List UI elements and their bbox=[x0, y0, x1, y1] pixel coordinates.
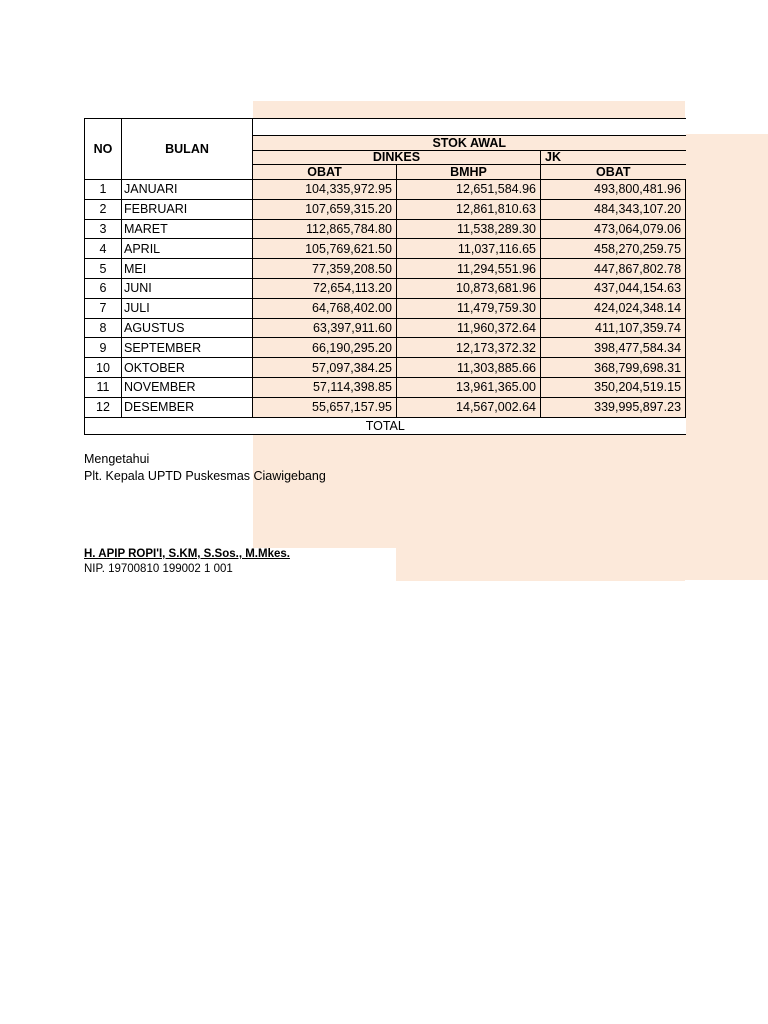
table-row bbox=[85, 318, 686, 338]
table-row bbox=[85, 219, 686, 239]
row-dinkes-obat: 64,768,402.00 bbox=[253, 298, 397, 318]
row-dinkes-obat: 104,335,972.95 bbox=[253, 180, 397, 200]
row-jk-obat: 350,204,519.15 bbox=[541, 377, 686, 397]
position-label: Plt. Kepala UPTD Puskesmas Ciawigebang bbox=[84, 469, 326, 483]
row-bulan: APRIL bbox=[122, 239, 253, 259]
row-dinkes-bmhp: 12,861,810.63 bbox=[397, 199, 541, 219]
row-dinkes-bmhp: 11,303,885.66 bbox=[397, 358, 541, 378]
row-bulan: JANUARI bbox=[122, 180, 253, 200]
header-dinkes: DINKES bbox=[253, 151, 541, 165]
row-dinkes-bmhp: 11,538,289.30 bbox=[397, 219, 541, 239]
row-no: 11 bbox=[85, 377, 122, 397]
row-dinkes-obat: 105,769,621.50 bbox=[253, 239, 397, 259]
row-dinkes-obat: 55,657,157.95 bbox=[253, 397, 397, 417]
row-dinkes-bmhp: 11,037,116.65 bbox=[397, 239, 541, 259]
table-row bbox=[85, 338, 686, 358]
row-dinkes-bmhp: 11,960,372.64 bbox=[397, 318, 541, 338]
row-jk-obat: 368,799,698.31 bbox=[541, 358, 686, 378]
row-bulan: MARET bbox=[122, 219, 253, 239]
header-no: NO bbox=[85, 119, 122, 180]
row-dinkes-obat: 107,659,315.20 bbox=[253, 199, 397, 219]
row-bulan: NOVEMBER bbox=[122, 377, 253, 397]
row-no: 12 bbox=[85, 397, 122, 417]
row-no: 4 bbox=[85, 239, 122, 259]
table-row bbox=[85, 259, 686, 279]
row-no: 1 bbox=[85, 180, 122, 200]
row-dinkes-obat: 57,114,398.85 bbox=[253, 377, 397, 397]
row-bulan: JULI bbox=[122, 298, 253, 318]
signatory-nip: NIP. 19700810 199002 1 001 bbox=[84, 563, 233, 575]
row-dinkes-bmhp: 12,651,584.96 bbox=[397, 180, 541, 200]
row-no: 10 bbox=[85, 358, 122, 378]
header-blank-cell bbox=[253, 119, 686, 136]
header-jk: JK bbox=[541, 151, 686, 165]
stock-table bbox=[84, 118, 686, 435]
row-dinkes-bmhp: 14,567,002.64 bbox=[397, 397, 541, 417]
row-dinkes-bmhp: 11,294,551.96 bbox=[397, 259, 541, 279]
row-dinkes-obat: 57,097,384.25 bbox=[253, 358, 397, 378]
row-no: 5 bbox=[85, 259, 122, 279]
row-dinkes-obat: 77,359,208.50 bbox=[253, 259, 397, 279]
row-jk-obat: 398,477,584.34 bbox=[541, 338, 686, 358]
row-bulan: JUNI bbox=[122, 278, 253, 298]
row-jk-obat: 339,995,897.23 bbox=[541, 397, 686, 417]
row-bulan: MEI bbox=[122, 259, 253, 279]
row-jk-obat: 437,044,154.63 bbox=[541, 278, 686, 298]
table-body bbox=[85, 180, 686, 418]
table-row bbox=[85, 397, 686, 417]
row-dinkes-obat: 72,654,113.20 bbox=[253, 278, 397, 298]
row-dinkes-obat: 66,190,295.20 bbox=[253, 338, 397, 358]
row-dinkes-bmhp: 10,873,681.96 bbox=[397, 278, 541, 298]
row-jk-obat: 493,800,481.96 bbox=[541, 180, 686, 200]
row-no: 2 bbox=[85, 199, 122, 219]
header-bulan: BULAN bbox=[122, 119, 253, 180]
row-bulan: DESEMBER bbox=[122, 397, 253, 417]
row-dinkes-obat: 63,397,911.60 bbox=[253, 318, 397, 338]
header-row-blank bbox=[85, 119, 686, 136]
row-jk-obat: 447,867,802.78 bbox=[541, 259, 686, 279]
header-obat-jk: OBAT bbox=[541, 165, 686, 180]
row-bulan: FEBRUARI bbox=[122, 199, 253, 219]
row-jk-obat: 411,107,359.74 bbox=[541, 318, 686, 338]
total-label: TOTAL bbox=[85, 417, 686, 434]
row-jk-obat: 484,343,107.20 bbox=[541, 199, 686, 219]
row-no: 6 bbox=[85, 278, 122, 298]
row-dinkes-bmhp: 13,961,365.00 bbox=[397, 377, 541, 397]
row-no: 3 bbox=[85, 219, 122, 239]
header-obat: OBAT bbox=[253, 165, 397, 180]
header-bmhp: BMHP bbox=[397, 165, 541, 180]
table-row bbox=[85, 377, 686, 397]
row-no: 7 bbox=[85, 298, 122, 318]
row-dinkes-bmhp: 11,479,759.30 bbox=[397, 298, 541, 318]
shaded-background-right bbox=[685, 134, 768, 580]
signatory-name: H. APIP ROPI'I, S.KM, S.Sos., M.Mkes. bbox=[84, 548, 290, 560]
row-jk-obat: 424,024,348.14 bbox=[541, 298, 686, 318]
total-row bbox=[85, 417, 686, 434]
table-row bbox=[85, 358, 686, 378]
table-row bbox=[85, 298, 686, 318]
table-row bbox=[85, 199, 686, 219]
row-dinkes-obat: 112,865,784.80 bbox=[253, 219, 397, 239]
row-dinkes-bmhp: 12,173,372.32 bbox=[397, 338, 541, 358]
row-bulan: OKTOBER bbox=[122, 358, 253, 378]
row-bulan: SEPTEMBER bbox=[122, 338, 253, 358]
row-bulan: AGUSTUS bbox=[122, 318, 253, 338]
row-no: 9 bbox=[85, 338, 122, 358]
table-row bbox=[85, 239, 686, 259]
table-row bbox=[85, 180, 686, 200]
row-jk-obat: 458,270,259.75 bbox=[541, 239, 686, 259]
mengetahui-label: Mengetahui bbox=[84, 452, 150, 466]
row-jk-obat: 473,064,079.06 bbox=[541, 219, 686, 239]
row-no: 8 bbox=[85, 318, 122, 338]
table-row bbox=[85, 278, 686, 298]
header-stok-awal: STOK AWAL bbox=[253, 136, 686, 151]
